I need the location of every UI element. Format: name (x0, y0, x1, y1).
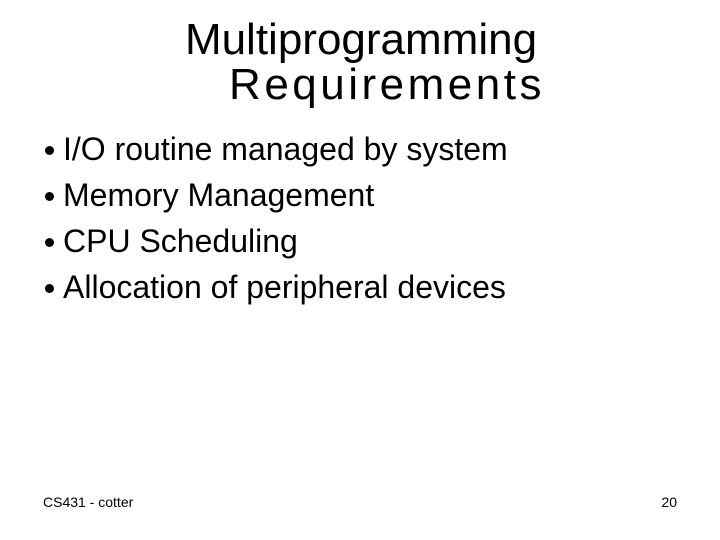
bullet-text: I/O routine managed by system (63, 131, 508, 167)
footer-text: CS431 - cotter (43, 494, 134, 510)
slide-title-line-1: Multiprogramming (184, 15, 538, 64)
bullet-text: CPU Scheduling (63, 223, 298, 259)
bullet-item (0, 218, 720, 264)
bullet-dot-icon (45, 284, 54, 293)
slide-title-line-2: Requirements (229, 60, 545, 109)
bullet-text: Allocation of peripheral devices (63, 269, 506, 305)
bullet-item (0, 264, 720, 310)
slide-title (0, 17, 720, 107)
bullet-text: Memory Management (63, 177, 375, 213)
bullet-list (0, 126, 720, 310)
bullet-dot-icon (45, 146, 54, 155)
bullet-item (0, 172, 720, 218)
slide-page-number: 20 (661, 494, 677, 510)
bullet-item (0, 126, 720, 172)
bullet-dot-icon (45, 192, 54, 201)
bullet-dot-icon (45, 238, 54, 247)
